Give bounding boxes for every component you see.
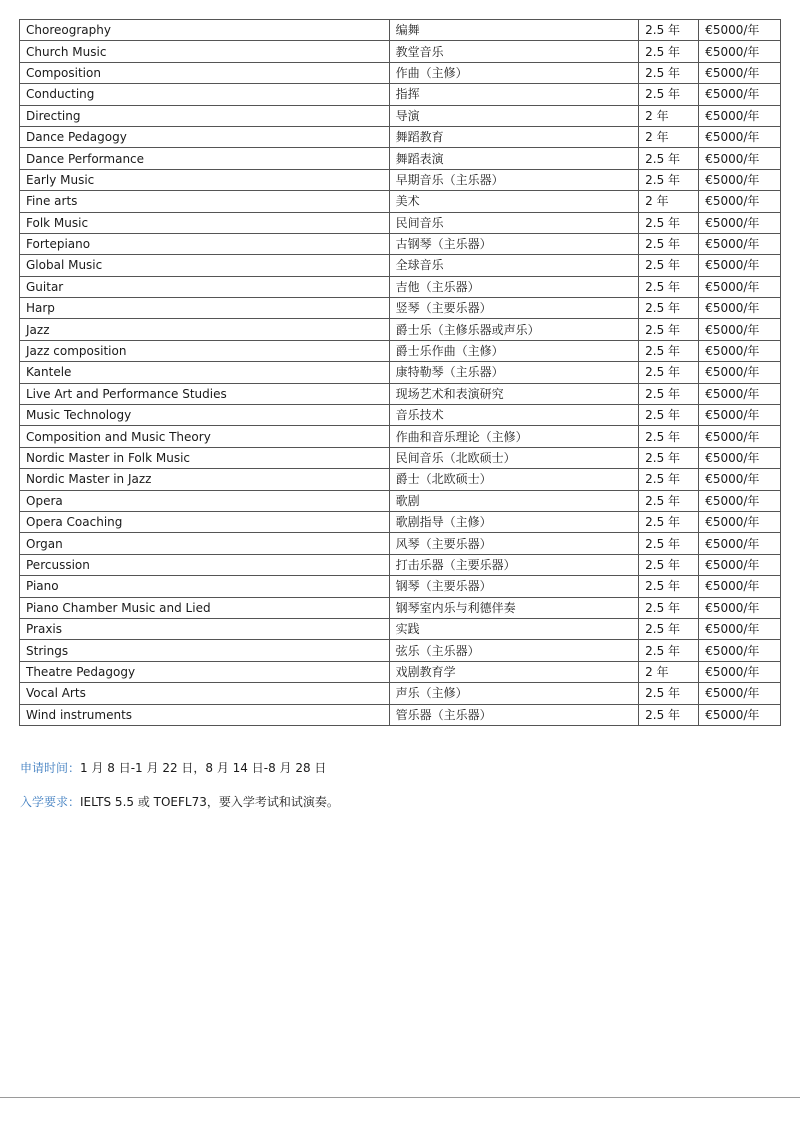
program-name-en: Live Art and Performance Studies: [20, 383, 390, 404]
program-name-zh: 美术: [389, 191, 639, 212]
program-name-en: Praxis: [20, 618, 390, 639]
program-duration: 2.5 年: [639, 597, 699, 618]
program-fee: €5000/年: [699, 126, 781, 147]
table-row: [20, 41, 781, 62]
program-fee: €5000/年: [699, 148, 781, 169]
program-name-en: Organ: [20, 533, 390, 554]
program-name-zh: 早期音乐（主乐器）: [389, 169, 639, 190]
table-row: [20, 233, 781, 254]
table-row: [20, 661, 781, 682]
program-name-en: Vocal Arts: [20, 683, 390, 704]
program-fee: €5000/年: [699, 319, 781, 340]
program-fee: €5000/年: [699, 362, 781, 383]
program-fee: €5000/年: [699, 554, 781, 575]
program-name-en: Percussion: [20, 554, 390, 575]
program-name-zh: 吉他（主乐器）: [389, 276, 639, 297]
program-fee: €5000/年: [699, 597, 781, 618]
program-name-en: Guitar: [20, 276, 390, 297]
application-period-label: 申请时间：: [20, 761, 81, 775]
program-name-zh: 现场艺术和表演研究: [389, 383, 639, 404]
table-row: [20, 576, 781, 597]
program-fee: €5000/年: [699, 576, 781, 597]
program-name-zh: 作曲（主修）: [389, 62, 639, 83]
program-duration: 2.5 年: [639, 62, 699, 83]
program-duration: 2.5 年: [639, 490, 699, 511]
program-name-en: Fortepiano: [20, 233, 390, 254]
table-row: [20, 597, 781, 618]
program-name-zh: 指挥: [389, 84, 639, 105]
admission-requirements: [20, 794, 339, 810]
program-fee: €5000/年: [699, 84, 781, 105]
program-fee: €5000/年: [699, 41, 781, 62]
program-duration: 2.5 年: [639, 298, 699, 319]
program-name-en: Harp: [20, 298, 390, 319]
table-row: [20, 319, 781, 340]
program-name-zh: 编舞: [389, 20, 639, 41]
program-duration: 2.5 年: [639, 319, 699, 340]
program-duration: 2.5 年: [639, 148, 699, 169]
program-duration: 2.5 年: [639, 362, 699, 383]
program-name-zh: 竖琴（主要乐器）: [389, 298, 639, 319]
program-name-en: Theatre Pedagogy: [20, 661, 390, 682]
program-fee: €5000/年: [699, 618, 781, 639]
program-duration: 2.5 年: [639, 704, 699, 725]
program-fee: €5000/年: [699, 298, 781, 319]
program-name-en: Dance Performance: [20, 148, 390, 169]
program-fee: €5000/年: [699, 255, 781, 276]
program-name-en: Strings: [20, 640, 390, 661]
program-name-en: Jazz composition: [20, 340, 390, 361]
program-fee: €5000/年: [699, 640, 781, 661]
table-row: [20, 255, 781, 276]
program-duration: 2.5 年: [639, 255, 699, 276]
program-duration: 2.5 年: [639, 533, 699, 554]
table-row: [20, 383, 781, 404]
program-name-en: Piano: [20, 576, 390, 597]
program-name-en: Opera: [20, 490, 390, 511]
program-duration: 2.5 年: [639, 683, 699, 704]
program-name-zh: 舞蹈教育: [389, 126, 639, 147]
programs-table: [19, 19, 781, 726]
program-name-en: Kantele: [20, 362, 390, 383]
program-name-zh: 打击乐器（主要乐器）: [389, 554, 639, 575]
program-duration: 2 年: [639, 126, 699, 147]
program-fee: €5000/年: [699, 233, 781, 254]
program-duration: 2.5 年: [639, 405, 699, 426]
program-name-zh: 民间音乐（北欧硕士）: [389, 447, 639, 468]
program-fee: €5000/年: [699, 191, 781, 212]
program-fee: €5000/年: [699, 169, 781, 190]
program-name-zh: 歌剧指导（主修）: [389, 511, 639, 532]
program-fee: €5000/年: [699, 661, 781, 682]
program-name-en: Early Music: [20, 169, 390, 190]
application-period-value: 1 月 8 日-1 月 22 日，8 月 14 日-8 月 28 日: [80, 761, 327, 775]
program-duration: 2.5 年: [639, 383, 699, 404]
table-row: [20, 20, 781, 41]
program-duration: 2.5 年: [639, 640, 699, 661]
program-name-zh: 戏剧教育学: [389, 661, 639, 682]
program-fee: €5000/年: [699, 469, 781, 490]
program-fee: €5000/年: [699, 511, 781, 532]
program-name-en: Opera Coaching: [20, 511, 390, 532]
program-name-zh: 爵士乐（主修乐器或声乐）: [389, 319, 639, 340]
program-duration: 2.5 年: [639, 340, 699, 361]
program-name-en: Fine arts: [20, 191, 390, 212]
table-row: [20, 212, 781, 233]
program-name-zh: 实践: [389, 618, 639, 639]
table-row: [20, 169, 781, 190]
table-row: [20, 148, 781, 169]
table-row: [20, 640, 781, 661]
table-row: [20, 618, 781, 639]
table-row: [20, 276, 781, 297]
program-duration: 2.5 年: [639, 41, 699, 62]
program-duration: 2 年: [639, 191, 699, 212]
program-name-zh: 作曲和音乐理论（主修）: [389, 426, 639, 447]
program-name-en: Composition: [20, 62, 390, 83]
program-name-zh: 古钢琴（主乐器）: [389, 233, 639, 254]
program-name-en: Music Technology: [20, 405, 390, 426]
program-name-zh: 导演: [389, 105, 639, 126]
program-name-en: Nordic Master in Jazz: [20, 469, 390, 490]
table-row: [20, 533, 781, 554]
footer-divider: [0, 1097, 800, 1098]
program-fee: €5000/年: [699, 447, 781, 468]
program-fee: €5000/年: [699, 340, 781, 361]
program-name-en: Wind instruments: [20, 704, 390, 725]
program-name-zh: 爵士乐作曲（主修）: [389, 340, 639, 361]
program-duration: 2.5 年: [639, 20, 699, 41]
program-name-zh: 钢琴（主要乐器）: [389, 576, 639, 597]
table-row: [20, 426, 781, 447]
program-duration: 2.5 年: [639, 469, 699, 490]
application-period: [20, 760, 326, 776]
program-name-en: Global Music: [20, 255, 390, 276]
table-row: [20, 554, 781, 575]
table-row: [20, 447, 781, 468]
program-fee: €5000/年: [699, 105, 781, 126]
table-row: [20, 84, 781, 105]
program-name-zh: 声乐（主修）: [389, 683, 639, 704]
program-duration: 2.5 年: [639, 511, 699, 532]
program-name-zh: 爵士（北欧硕士）: [389, 469, 639, 490]
table-row: [20, 62, 781, 83]
program-name-zh: 管乐器（主乐器）: [389, 704, 639, 725]
program-duration: 2.5 年: [639, 169, 699, 190]
program-duration: 2 年: [639, 105, 699, 126]
program-duration: 2.5 年: [639, 426, 699, 447]
program-duration: 2.5 年: [639, 618, 699, 639]
program-duration: 2.5 年: [639, 576, 699, 597]
program-name-zh: 歌剧: [389, 490, 639, 511]
program-fee: €5000/年: [699, 20, 781, 41]
program-fee: €5000/年: [699, 704, 781, 725]
table-row: [20, 340, 781, 361]
program-fee: €5000/年: [699, 533, 781, 554]
program-duration: 2 年: [639, 661, 699, 682]
program-name-zh: 康特勒琴（主乐器）: [389, 362, 639, 383]
program-duration: 2.5 年: [639, 212, 699, 233]
table-row: [20, 298, 781, 319]
program-name-zh: 钢琴室内乐与利德伴奏: [389, 597, 639, 618]
program-duration: 2.5 年: [639, 447, 699, 468]
program-duration: 2.5 年: [639, 276, 699, 297]
program-name-zh: 全球音乐: [389, 255, 639, 276]
table-row: [20, 191, 781, 212]
program-name-en: Church Music: [20, 41, 390, 62]
admission-requirements-value: IELTS 5.5 或 TOEFL73，要入学考试和试演奏。: [80, 795, 339, 809]
program-name-en: Folk Music: [20, 212, 390, 233]
table-row: [20, 704, 781, 725]
program-name-en: Piano Chamber Music and Lied: [20, 597, 390, 618]
program-duration: 2.5 年: [639, 233, 699, 254]
table-row: [20, 405, 781, 426]
program-duration: 2.5 年: [639, 554, 699, 575]
table-row: [20, 683, 781, 704]
program-fee: €5000/年: [699, 383, 781, 404]
programs-table-body: [20, 20, 781, 726]
program-fee: €5000/年: [699, 212, 781, 233]
program-name-zh: 弦乐（主乐器）: [389, 640, 639, 661]
program-fee: €5000/年: [699, 276, 781, 297]
program-name-zh: 风琴（主要乐器）: [389, 533, 639, 554]
program-name-zh: 音乐技术: [389, 405, 639, 426]
program-fee: €5000/年: [699, 490, 781, 511]
program-name-en: Composition and Music Theory: [20, 426, 390, 447]
program-duration: 2.5 年: [639, 84, 699, 105]
admission-requirements-label: 入学要求：: [20, 795, 81, 809]
table-row: [20, 362, 781, 383]
program-name-zh: 民间音乐: [389, 212, 639, 233]
program-fee: €5000/年: [699, 426, 781, 447]
program-name-zh: 教堂音乐: [389, 41, 639, 62]
program-name-en: Nordic Master in Folk Music: [20, 447, 390, 468]
program-name-en: Choreography: [20, 20, 390, 41]
program-fee: €5000/年: [699, 62, 781, 83]
table-row: [20, 490, 781, 511]
table-row: [20, 105, 781, 126]
table-row: [20, 126, 781, 147]
program-fee: €5000/年: [699, 405, 781, 426]
table-row: [20, 469, 781, 490]
program-name-en: Directing: [20, 105, 390, 126]
program-name-zh: 舞蹈表演: [389, 148, 639, 169]
program-fee: €5000/年: [699, 683, 781, 704]
table-row: [20, 511, 781, 532]
program-name-en: Conducting: [20, 84, 390, 105]
program-name-en: Dance Pedagogy: [20, 126, 390, 147]
program-name-en: Jazz: [20, 319, 390, 340]
